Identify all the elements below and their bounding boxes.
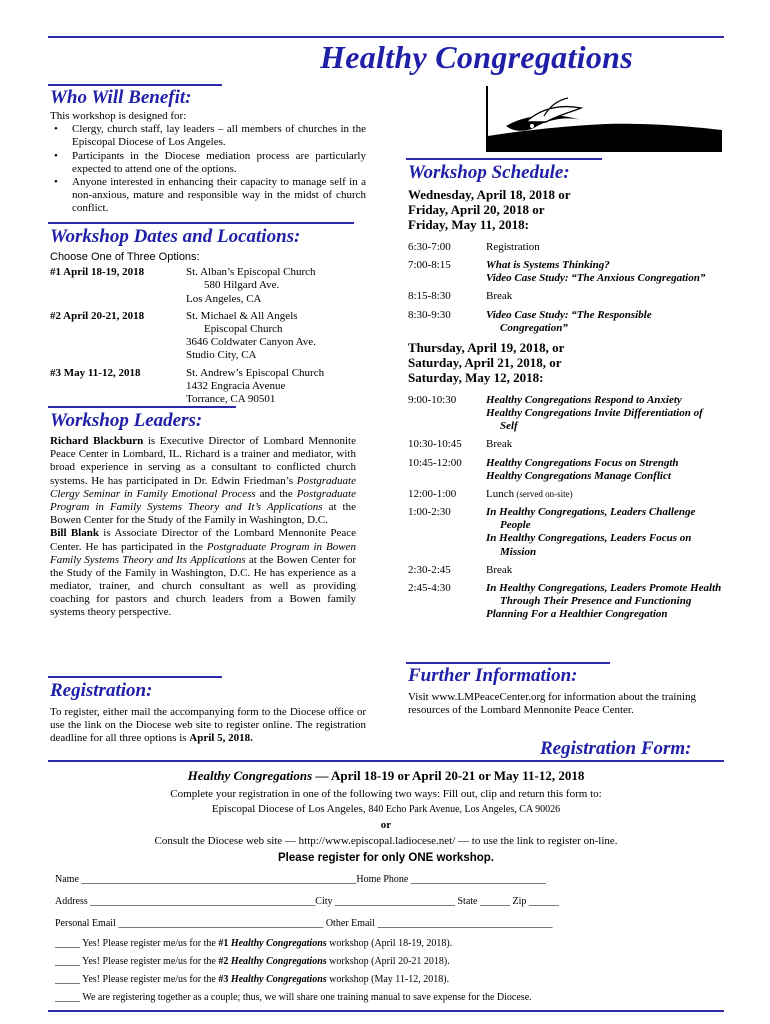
schedule-items — [486, 309, 722, 335]
form-one-workshop: Please register for only ONE workshop. — [277, 852, 494, 865]
schedule-item-text: Healthy Congregations Manage Conflict — [486, 469, 671, 482]
schedule-time: 8:30-9:30 — [408, 308, 451, 321]
schedule-items — [486, 582, 722, 622]
further-heading: Further Information: — [408, 665, 578, 686]
schedule-row — [408, 309, 722, 335]
list-item: • Participants in the Diocese mediation process are particularly expected to attend one of the options. — [50, 150, 366, 176]
name-phone-field[interactable]: Name _______________________________________________________Home Phone ___________________________ — [55, 874, 546, 885]
dates-section — [50, 251, 366, 410]
program-name: Postgraduate Clergy Seminar in Family Emotional Process — [50, 474, 356, 500]
address-line: 1432 Engracia Avenue — [186, 379, 286, 392]
schedule-time: 9:00-10:30 — [408, 393, 457, 406]
schedule-items — [486, 290, 722, 303]
option-number: #1 — [218, 938, 229, 949]
benefit-intro: This workshop is designed for: — [50, 110, 187, 122]
benefit-heading: Who Will Benefit: — [50, 87, 192, 108]
form-title — [48, 768, 724, 784]
day-line: Wednesday, April 18, 2018 or — [408, 187, 571, 202]
schedule-time: 6:30-7:00 — [408, 240, 451, 253]
address-field[interactable]: Address _____________________________________________City ________________________ State ______ Zip ______ — [55, 896, 559, 907]
leader-bio-blackburn — [50, 435, 356, 527]
schedule-time: 8:15-8:30 — [408, 290, 451, 303]
leader-name: Richard Blackburn — [50, 435, 144, 447]
bio-text: is Executive Director of Lombard Mennonite Peace Center in Lombard, IL. Richard is a trainer and mediator, with broad experience in serving as a consultant to conflicted church systems. He has participated in Dr. Edwin Friedman’s — [50, 435, 356, 487]
schedule-item-text: In Healthy Congregations, Leaders Challenge People — [486, 506, 696, 532]
schedule-item — [486, 457, 722, 470]
program-name: Postgraduate Program in Family Systems Theory and It’s Applications — [50, 487, 356, 513]
dove-logo-icon — [486, 86, 722, 152]
schedule-item-text: Break — [486, 563, 513, 576]
registration-section — [50, 706, 366, 746]
schedule-item — [486, 259, 722, 272]
day-line: Thursday, April 19, 2018, or — [408, 339, 565, 355]
day2-heading — [408, 341, 722, 386]
form-address — [48, 803, 724, 816]
option-date: #3 May 11-12, 2018 — [50, 366, 141, 379]
form-top-rule — [48, 760, 724, 762]
location-option-2 — [50, 310, 366, 363]
schedule-time: 1:00-2:30 — [408, 506, 451, 519]
benefit-section — [50, 110, 366, 216]
bio-text: and the — [255, 487, 297, 500]
day-line: Friday, May 11, 2018: — [408, 216, 529, 232]
dates-rule — [48, 222, 354, 224]
form-or: or — [380, 818, 392, 831]
option-prefix: _____ Yes! Please register me/us for the — [55, 974, 219, 985]
schedule-items — [486, 564, 722, 577]
address-line: Episcopal Church — [204, 322, 283, 335]
schedule-item-text: What is Systems Thinking? — [486, 259, 610, 271]
workshop-name: Healthy Congregations — [230, 938, 327, 949]
form-title-rest: — April 18-19 or April 20-21 or May 11-12, 2018 — [312, 768, 585, 783]
diocese-address: 840 Echo Park Avenue, Los Angeles, CA 90026 — [368, 803, 561, 815]
schedule-item — [486, 272, 722, 285]
option-dates: (April 20-21 2018). — [371, 956, 450, 967]
diocese-name: Episcopal Diocese of Los Angeles, — [211, 802, 369, 815]
schedule-item — [486, 309, 722, 335]
form-bottom-rule — [48, 1010, 724, 1012]
schedule-item-text: Break — [486, 290, 513, 303]
email-field[interactable]: Personal Email _________________________________________ Other Email ___________________________________ — [55, 918, 553, 929]
leader-name: Bill Blank — [50, 527, 99, 540]
schedule-row — [408, 457, 722, 483]
couple-checkbox[interactable]: _____ We are registering together as a couple; thus, we will share one training manual to save expense for the Diocese. — [55, 992, 532, 1003]
schedule-item-text: Registration — [486, 240, 540, 253]
schedule-row — [408, 488, 722, 501]
address-line: St. Andrew’s Episcopal Church — [186, 366, 325, 379]
schedule-items — [486, 259, 722, 285]
form-instructions: Complete your registration in one of the following two ways: Fill out, clip and return this form to: — [170, 787, 602, 800]
schedule-row — [408, 438, 722, 451]
location-option-1 — [50, 266, 366, 306]
option-date: #1 April 18-19, 2018 — [50, 266, 145, 279]
schedule-item-text: In Healthy Congregations, Leaders Promote Health Through Their Presence and Functioning — [486, 582, 722, 608]
schedule-item-text: Healthy Congregations Focus on Strength — [486, 456, 679, 469]
schedule-item-note: (served on-site) — [514, 488, 573, 499]
registration-heading: Registration: — [50, 680, 153, 701]
leaders-section — [50, 435, 356, 620]
schedule-rule — [406, 158, 602, 160]
schedule-item-text: Video Case Study: “The Responsible Congregation” — [486, 308, 652, 334]
address-line: St. Michael & All Angels — [186, 309, 298, 322]
address-line: St. Alban’s Episcopal Church — [186, 266, 316, 279]
schedule-item-text: Lunch — [486, 487, 515, 500]
schedule-item — [486, 407, 722, 433]
schedule-time: 10:45-12:00 — [408, 456, 462, 469]
option-number: #2 — [218, 956, 229, 967]
day2-schedule — [408, 394, 722, 622]
schedule-row — [408, 582, 722, 622]
schedule-items — [486, 394, 722, 434]
address-line: 580 Hilgard Ave. — [204, 279, 280, 292]
schedule-item — [486, 564, 722, 577]
schedule-item — [486, 241, 722, 254]
schedule-section — [408, 188, 722, 627]
leaders-heading: Workshop Leaders: — [50, 410, 203, 431]
bio-text: at the Bowen Center for the Study of the Family in Washington, D.C. — [50, 500, 356, 527]
day1-schedule — [408, 241, 722, 335]
option-mid: workshop — [326, 956, 372, 967]
schedule-item — [486, 438, 722, 451]
schedule-row — [408, 564, 722, 577]
schedule-item — [486, 470, 722, 483]
schedule-items — [486, 241, 722, 254]
option-number: #3 — [218, 974, 229, 985]
benefit-list — [50, 123, 366, 215]
day1-heading — [408, 188, 722, 233]
schedule-item-text: Healthy Congregations Respond to Anxiety — [486, 393, 682, 406]
schedule-items — [486, 488, 722, 501]
schedule-heading: Workshop Schedule: — [408, 162, 570, 183]
bio-text: is Associate Director of the Lombard Mennonite Peace Center. He has participated in the — [50, 527, 356, 553]
registration-form — [48, 768, 724, 866]
schedule-items — [486, 457, 722, 483]
list-item: • Clergy, church staff, lay leaders – all members of churches in the Episcopal Diocese of Los Angeles. — [50, 123, 366, 149]
registration-rule — [48, 676, 222, 678]
schedule-row — [408, 506, 722, 559]
form-heading: Registration Form: — [540, 738, 692, 759]
schedule-time: 7:00-8:15 — [408, 259, 451, 271]
schedule-item — [486, 506, 722, 532]
leader-bio-blank — [50, 527, 356, 619]
form-title-italic: Healthy Congregations — [187, 768, 313, 783]
option-prefix: _____ Yes! Please register me/us for the — [55, 956, 219, 967]
address-line: Los Angeles, CA — [186, 292, 262, 305]
option-dates: (April 18-19, 2018). — [371, 938, 453, 949]
schedule-item-text: Break — [486, 438, 513, 451]
schedule-row — [408, 241, 722, 254]
option-prefix: _____ Yes! Please register me/us for the — [55, 938, 219, 949]
schedule-item-text: Healthy Congregations Invite Differentiation of Self — [486, 406, 703, 433]
schedule-item-text: Video Case Study: “The Anxious Congregation” — [486, 272, 706, 285]
option-1-checkbox[interactable] — [55, 938, 452, 950]
schedule-item-text: Planning For a Healthier Congregation — [486, 608, 668, 621]
address-line: Torrance, CA 90501 — [186, 392, 276, 405]
form-website: Consult the Diocese web site — http://www.episcopal.ladiocese.net/ — to use the link to register on-line. — [154, 835, 618, 848]
schedule-item — [486, 608, 722, 621]
program-name: Postgraduate Program in Bowen Family Systems Theory and Its Applications — [50, 540, 356, 566]
registration-deadline: April 5, 2018. — [189, 732, 253, 745]
schedule-row — [408, 290, 722, 303]
option-dates: (May 11-12, 2018). — [371, 974, 450, 985]
benefit-rule — [48, 84, 222, 86]
bio-text: at the Bowen Center for the Study of the Family in Washington, D.C. He has experience as a mediator, trainer, and church consultant as well as providing coaching for pastors and church leaders from a Bowen family systems theory perspective. — [50, 553, 356, 619]
schedule-item-text: In Healthy Congregations, Leaders Focus on Mission — [486, 532, 692, 558]
option-2-checkbox[interactable] — [55, 956, 450, 968]
address-line: Studio City, CA — [186, 349, 257, 362]
dates-heading: Workshop Dates and Locations: — [50, 226, 301, 247]
schedule-time: 2:30-2:45 — [408, 563, 451, 576]
further-rule — [406, 662, 610, 664]
further-text: Visit www.LMPeaceCenter.org for information about the training resources of the Lombard Mennonite Peace Center. — [408, 691, 697, 717]
schedule-item — [486, 488, 722, 501]
schedule-time: 12:00-1:00 — [408, 487, 457, 500]
schedule-item — [486, 394, 722, 407]
location-option-3 — [50, 367, 366, 407]
registration-text: To register, either mail the accompanying form to the Diocese office or use the link on the Diocese web site to register online. The registration deadline for all three options is — [50, 706, 366, 745]
option-3-checkbox[interactable] — [55, 974, 449, 986]
dates-choose: Choose One of Three Options: — [50, 251, 200, 263]
schedule-items — [486, 438, 722, 451]
workshop-name: Healthy Congregations — [230, 974, 327, 985]
schedule-item — [486, 582, 722, 608]
schedule-row — [408, 259, 722, 285]
address-line: 3646 Coldwater Canyon Ave. — [186, 336, 316, 349]
day-line: Saturday, May 12, 2018: — [408, 369, 544, 385]
schedule-time: 2:45-4:30 — [408, 582, 451, 594]
day-line: Friday, April 20, 2018 or — [408, 201, 545, 217]
workshop-name: Healthy Congregations — [230, 956, 327, 967]
option-date: #2 April 20-21, 2018 — [50, 309, 145, 322]
day-line: Saturday, April 21, 2018, or — [408, 354, 562, 370]
option-mid: workshop — [326, 974, 372, 985]
schedule-item — [486, 532, 722, 558]
leaders-rule — [48, 406, 236, 408]
schedule-row — [408, 394, 722, 434]
schedule-time: 10:30-10:45 — [408, 438, 462, 451]
page-title: Healthy Congregations — [320, 39, 634, 75]
schedule-items — [486, 506, 722, 559]
schedule-item — [486, 290, 722, 303]
option-mid: workshop — [326, 938, 372, 949]
list-item: • Anyone interested in enhancing their capacity to manage self in a non-anxious, mature and responsible way in the midst of church conflict. — [50, 176, 366, 216]
